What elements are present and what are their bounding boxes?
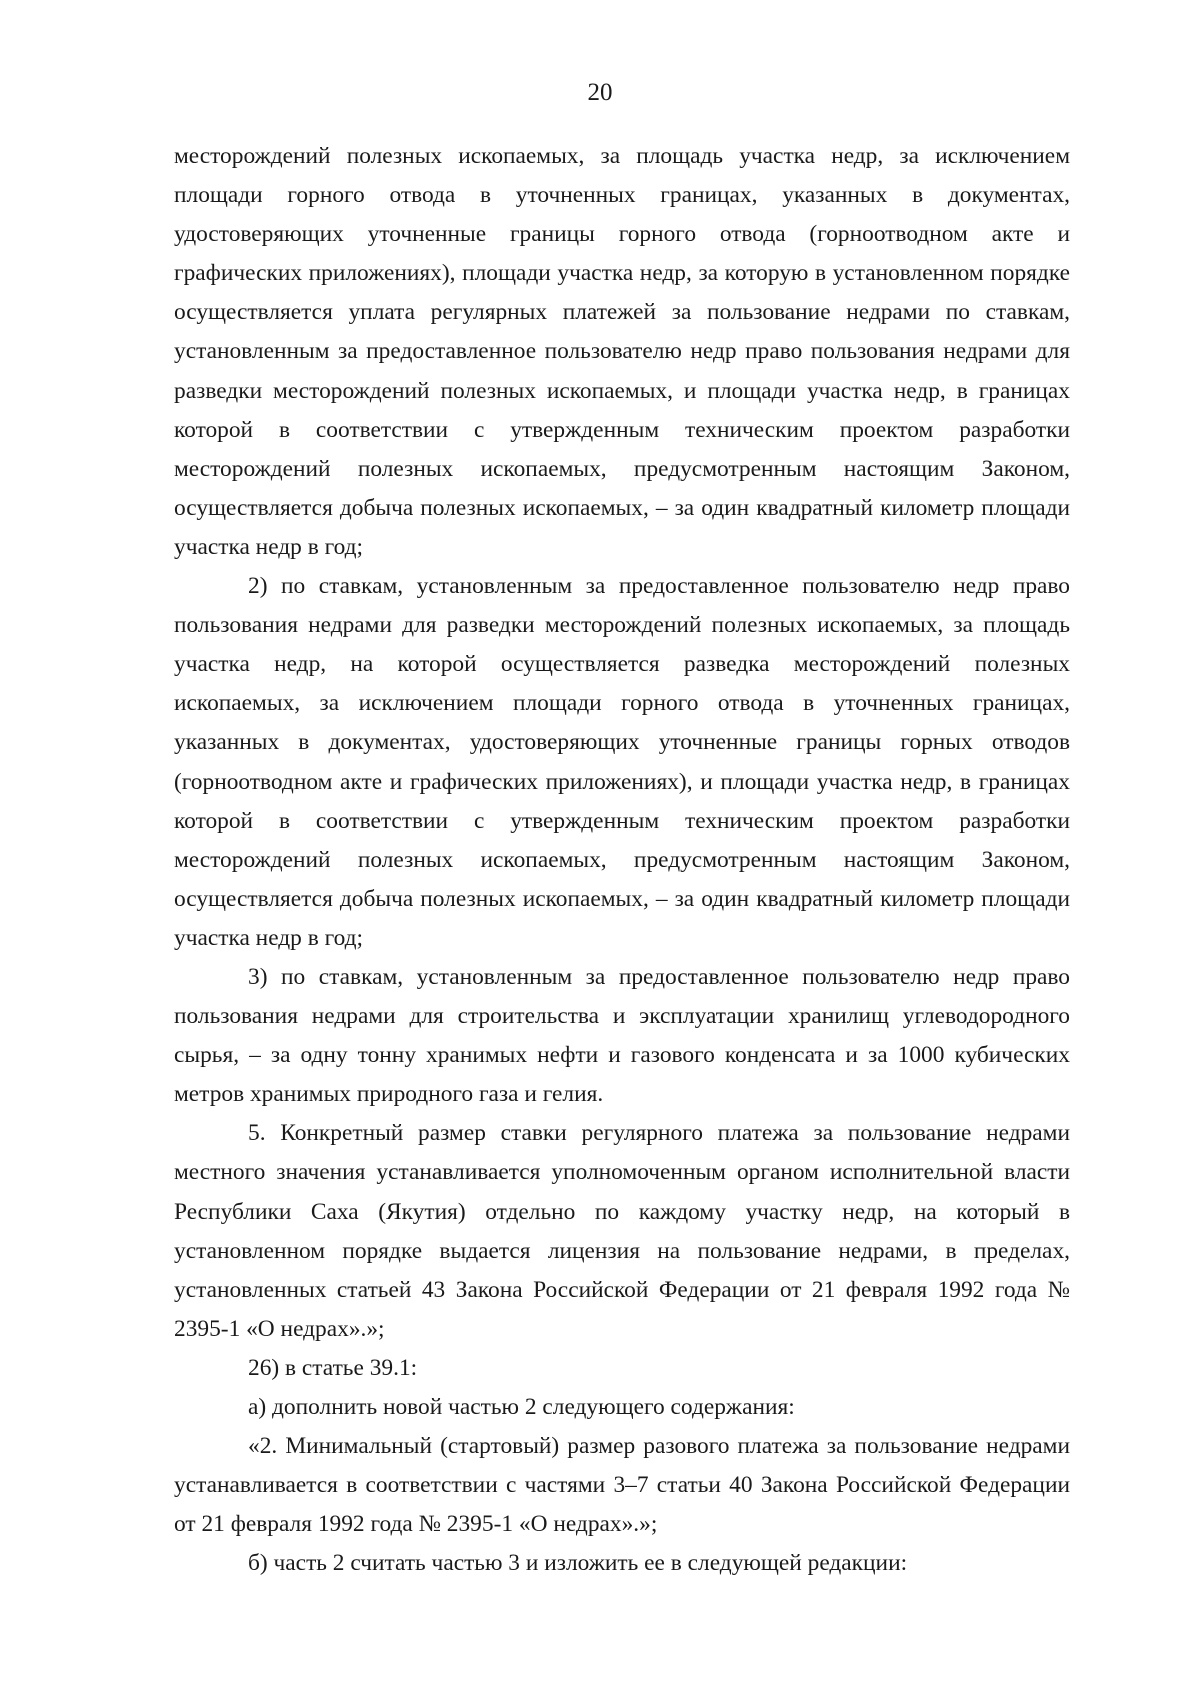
page-number: 20 [587,79,613,106]
body-text [174,137,1070,1583]
paragraph: а) дополнить новой частью 2 следующего содержания: [248,1394,795,1420]
paragraph: 3) по ставкам, установленным за предоставленное пользователю недр право пользования недрами для строительства и эксплуатации хранилищ углеводородного сырья, – за одну тонну хранимых нефти и газового конденсата и за 1000 кубических метров хранимых природного газа и гелия. [174,963,1070,1108]
paragraph: б) часть 2 считать частью 3 и изложить ее в следующей редакции: [248,1550,908,1577]
paragraph: 26) в статье 39.1: [248,1354,418,1381]
paragraph: 2) по ставкам, установленным за предоставленное пользователю недр право пользования недрами для разведки месторождений полезных ископаемых, за площадь участка недр, на которой осуществляется разведка месторождений полезных ископаемых, за исключением площади горного отвода в уточненных границах, указанных в документах, удостоверяющих уточненные границы горных отводов (горноотводном акте и графических приложениях), и площади участка недр, в границах которой в соответствии с утвержденным техническим проектом разработки месторождений полезных ископаемых, предусмотренным настоящим Законом, осуществляется добыча полезных ископаемых, – за один квадратный километр площади участка недр в год; [174,573,1070,951]
paragraph: месторождений полезных ископаемых, за площадь участка недр, за исключением площади горного отвода в уточненных границах, указанных в документах, удостоверяющих уточненные границы горного отвода (горноотводном акте и графических приложениях), площади участка недр, за которую в установленном порядке осуществляется уплата регулярных платежей за пользование недрами по ставкам, установленным за предоставленное пользователю недр право пользования недрами для разведки месторождений полезных ископаемых, и площади участка недр, в границах которой в соответствии с утвержденным техническим проектом разработки месторождений полезных ископаемых, предусмотренным настоящим Законом, осуществляется добыча полезных ископаемых, – за один квадратный километр площади участка недр в год; [174,143,1070,560]
paragraph: «2. Минимальный (стартовый) размер разового платежа за пользование недрами устанавливается в соответствии с частями 3–7 статьи 40 Закона Российской Федерации от 21 февраля 1992 года № 2395-1 «О недрах».»; [174,1433,1070,1538]
paragraph: 5. Конкретный размер ставки регулярного платежа за пользование недрами местного значения устанавливается уполномоченным органом исполнительной власти Республики Саха (Якутия) отдельно по каждому участку недр, на который в установленном порядке выдается лицензия на пользование недрами, в пределах, установленных статьей 43 Закона Российской Федерации от 21 февраля 1992 года № 2395-1 «О недрах».»; [174,1120,1070,1342]
